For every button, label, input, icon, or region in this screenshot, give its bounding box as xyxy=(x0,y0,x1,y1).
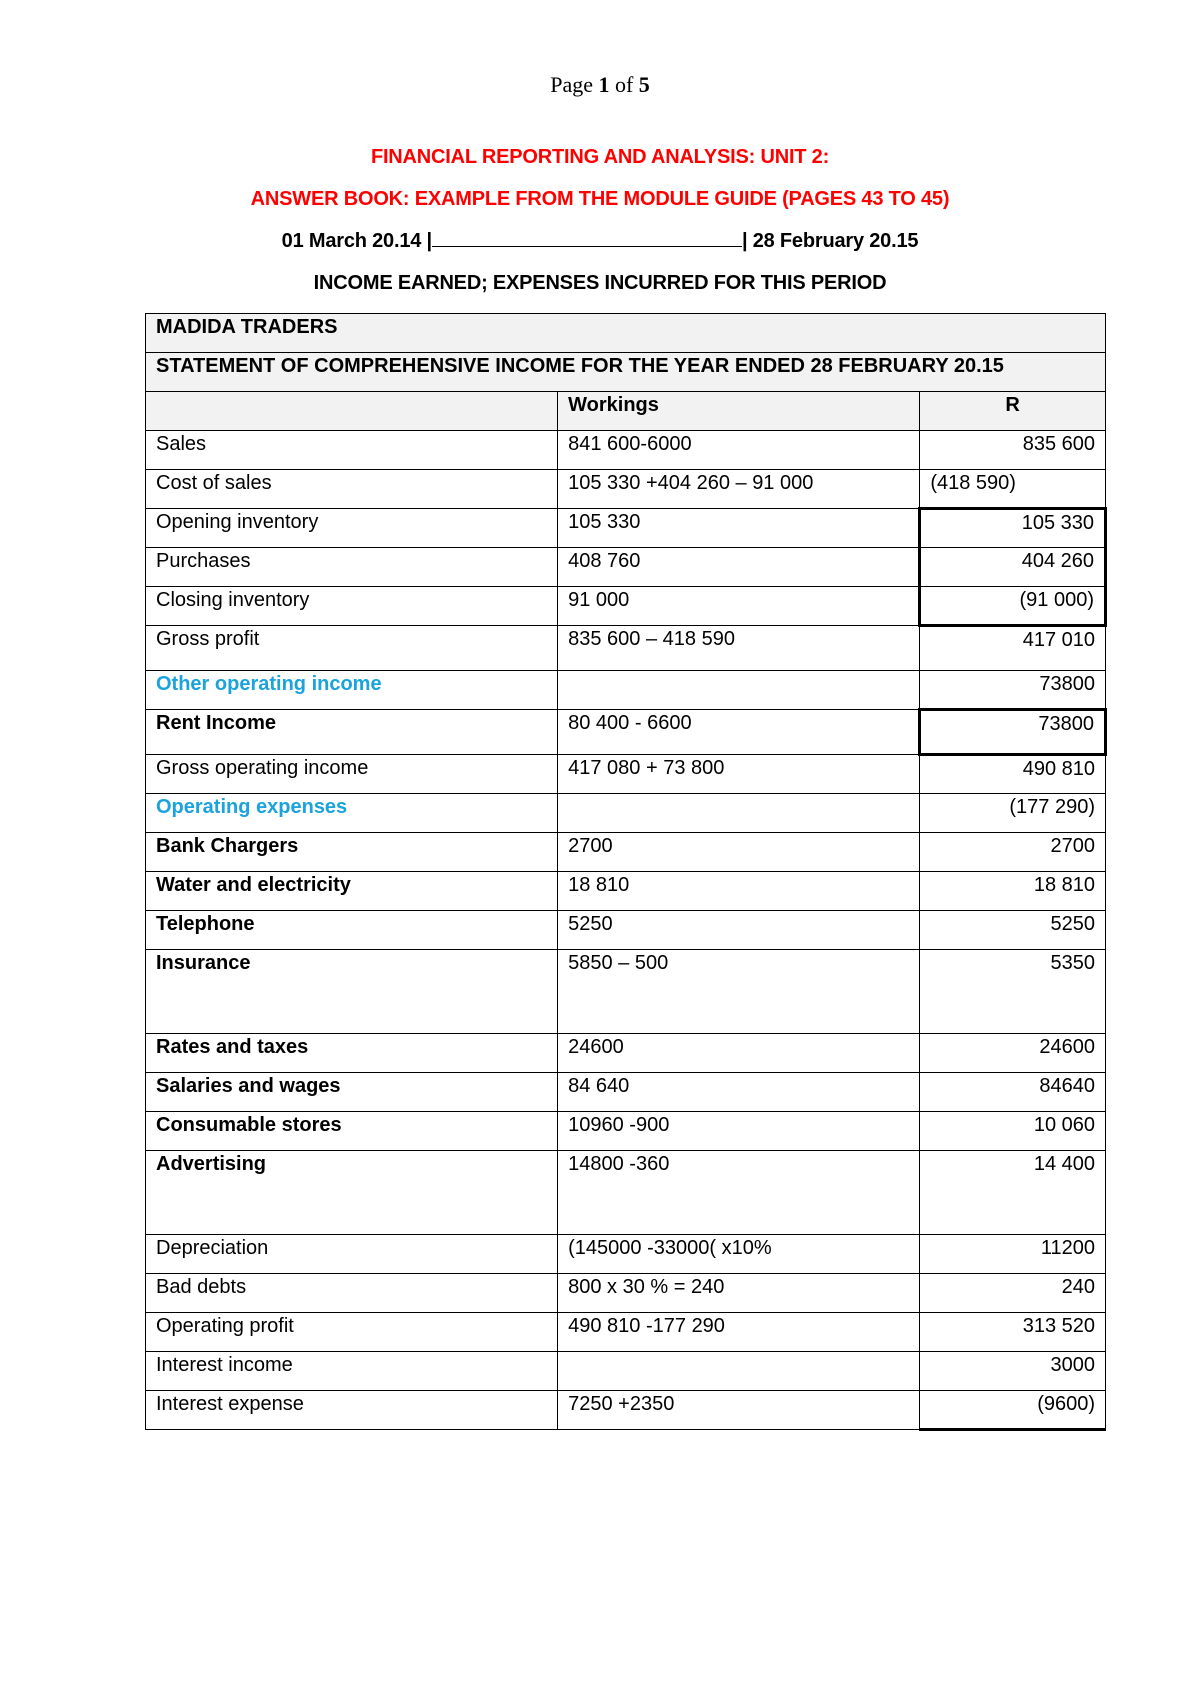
row-item: Gross operating income xyxy=(146,755,558,794)
row-item: Cost of sales xyxy=(146,470,558,509)
table-row xyxy=(146,587,1106,626)
row-workings: 800 x 30 % = 240 xyxy=(558,1274,920,1313)
table-row xyxy=(146,872,1106,911)
table-row xyxy=(146,626,1106,671)
row-amount: 73800 xyxy=(920,671,1106,710)
row-item: Gross profit xyxy=(146,626,558,671)
row-item: Interest expense xyxy=(146,1391,558,1430)
row-item: Operating profit xyxy=(146,1313,558,1352)
table-row xyxy=(146,1391,1106,1430)
row-workings: 105 330 xyxy=(558,509,920,548)
row-workings xyxy=(558,794,920,833)
column-header-row xyxy=(146,392,1106,431)
row-amount: 313 520 xyxy=(920,1313,1106,1352)
row-amount: 14 400 xyxy=(920,1151,1106,1235)
row-workings: 835 600 – 418 590 xyxy=(558,626,920,671)
row-item: Depreciation xyxy=(146,1235,558,1274)
company-row xyxy=(146,314,1106,353)
row-workings: 2700 xyxy=(558,833,920,872)
row-amount: 240 xyxy=(920,1274,1106,1313)
page-current: 1 xyxy=(598,72,610,97)
row-amount: (91 000) xyxy=(920,587,1106,626)
statement-title-row xyxy=(146,353,1106,392)
row-item: Salaries and wages xyxy=(146,1073,558,1112)
row-item: Bank Chargers xyxy=(146,833,558,872)
row-workings: 490 810 -177 290 xyxy=(558,1313,920,1352)
row-workings: 105 330 +404 260 – 91 000 xyxy=(558,470,920,509)
row-item: Sales xyxy=(146,431,558,470)
table-row xyxy=(146,1274,1106,1313)
row-amount: (9600) xyxy=(920,1391,1106,1430)
table-row xyxy=(146,431,1106,470)
table-row xyxy=(146,548,1106,587)
row-item: Opening inventory xyxy=(146,509,558,548)
table-row xyxy=(146,911,1106,950)
company-name: MADIDA TRADERS xyxy=(146,314,1106,353)
row-item: Other operating income xyxy=(146,671,558,710)
row-item: Bad debts xyxy=(146,1274,558,1313)
row-workings: 84 640 xyxy=(558,1073,920,1112)
row-item: Interest income xyxy=(146,1352,558,1391)
row-item: Advertising xyxy=(146,1151,558,1235)
period-end: | 28 February 20.15 xyxy=(741,230,919,252)
row-amount: 3000 xyxy=(920,1352,1106,1391)
row-workings: 18 810 xyxy=(558,872,920,911)
page-number xyxy=(0,72,1200,98)
period-line xyxy=(0,230,1200,253)
row-amount: (177 290) xyxy=(920,794,1106,833)
table-row xyxy=(146,950,1106,1034)
row-workings: 841 600-6000 xyxy=(558,431,920,470)
table-row xyxy=(146,710,1106,755)
row-amount: 2700 xyxy=(920,833,1106,872)
row-item: Purchases xyxy=(146,548,558,587)
period-description: INCOME EARNED; EXPENSES INCURRED FOR THIS PERIOD xyxy=(313,272,887,294)
row-amount: 835 600 xyxy=(920,431,1106,470)
row-workings: 14800 -360 xyxy=(558,1151,920,1235)
row-amount: 417 010 xyxy=(920,626,1106,671)
table-row xyxy=(146,833,1106,872)
row-item: Water and electricity xyxy=(146,872,558,911)
table-row xyxy=(146,1235,1106,1274)
page-total: 5 xyxy=(638,72,650,97)
row-amount: 24600 xyxy=(920,1034,1106,1073)
row-workings: (145000 -33000( x10% xyxy=(558,1235,920,1274)
period-start: 01 March 20.14 | xyxy=(281,230,432,252)
document-subtitle: ANSWER BOOK: EXAMPLE FROM THE MODULE GUIDE (PAGES 43 TO 45) xyxy=(250,188,950,210)
row-item: Insurance xyxy=(146,950,558,1034)
row-item: Closing inventory xyxy=(146,587,558,626)
header-workings: Workings xyxy=(558,392,920,431)
row-amount: 5250 xyxy=(920,911,1106,950)
page-label: Page xyxy=(550,72,593,97)
period-blank-line xyxy=(432,230,742,247)
table-row xyxy=(146,671,1106,710)
page-of: of xyxy=(614,72,634,97)
table-row xyxy=(146,1112,1106,1151)
table-row xyxy=(146,1151,1106,1235)
row-amount: 11200 xyxy=(920,1235,1106,1274)
table-row xyxy=(146,1313,1106,1352)
row-workings: 80 400 - 6600 xyxy=(558,710,920,755)
row-item: Rent Income xyxy=(146,710,558,755)
row-item: Consumable stores xyxy=(146,1112,558,1151)
row-amount: (418 590) xyxy=(920,470,1106,509)
table-row xyxy=(146,1352,1106,1391)
row-amount: 5350 xyxy=(920,950,1106,1034)
row-workings: 91 000 xyxy=(558,587,920,626)
row-item: Rates and taxes xyxy=(146,1034,558,1073)
row-item: Operating expenses xyxy=(146,794,558,833)
header-amount: R xyxy=(920,392,1106,431)
row-workings: 417 080 + 73 800 xyxy=(558,755,920,794)
table-row xyxy=(146,755,1106,794)
income-statement-table xyxy=(145,313,1107,1431)
row-amount: 10 060 xyxy=(920,1112,1106,1151)
row-workings: 408 760 xyxy=(558,548,920,587)
table-row xyxy=(146,1034,1106,1073)
row-item: Telephone xyxy=(146,911,558,950)
row-workings: 5250 xyxy=(558,911,920,950)
table-row xyxy=(146,1073,1106,1112)
row-amount: 73800 xyxy=(920,710,1106,755)
statement-title: STATEMENT OF COMPREHENSIVE INCOME FOR THE YEAR ENDED 28 FEBRUARY 20.15 xyxy=(146,353,1106,392)
row-workings xyxy=(558,671,920,710)
row-workings: 5850 – 500 xyxy=(558,950,920,1034)
row-amount: 84640 xyxy=(920,1073,1106,1112)
row-workings: 7250 +2350 xyxy=(558,1391,920,1430)
row-amount: 105 330 xyxy=(920,509,1106,548)
document-title: FINANCIAL REPORTING AND ANALYSIS: UNIT 2: xyxy=(370,146,830,168)
header-item-cell xyxy=(146,392,558,431)
row-amount: 404 260 xyxy=(920,548,1106,587)
table-row xyxy=(146,470,1106,509)
table-row xyxy=(146,509,1106,548)
table-row xyxy=(146,794,1106,833)
row-workings: 24600 xyxy=(558,1034,920,1073)
row-amount: 490 810 xyxy=(920,755,1106,794)
row-workings xyxy=(558,1352,920,1391)
row-amount: 18 810 xyxy=(920,872,1106,911)
row-workings: 10960 -900 xyxy=(558,1112,920,1151)
